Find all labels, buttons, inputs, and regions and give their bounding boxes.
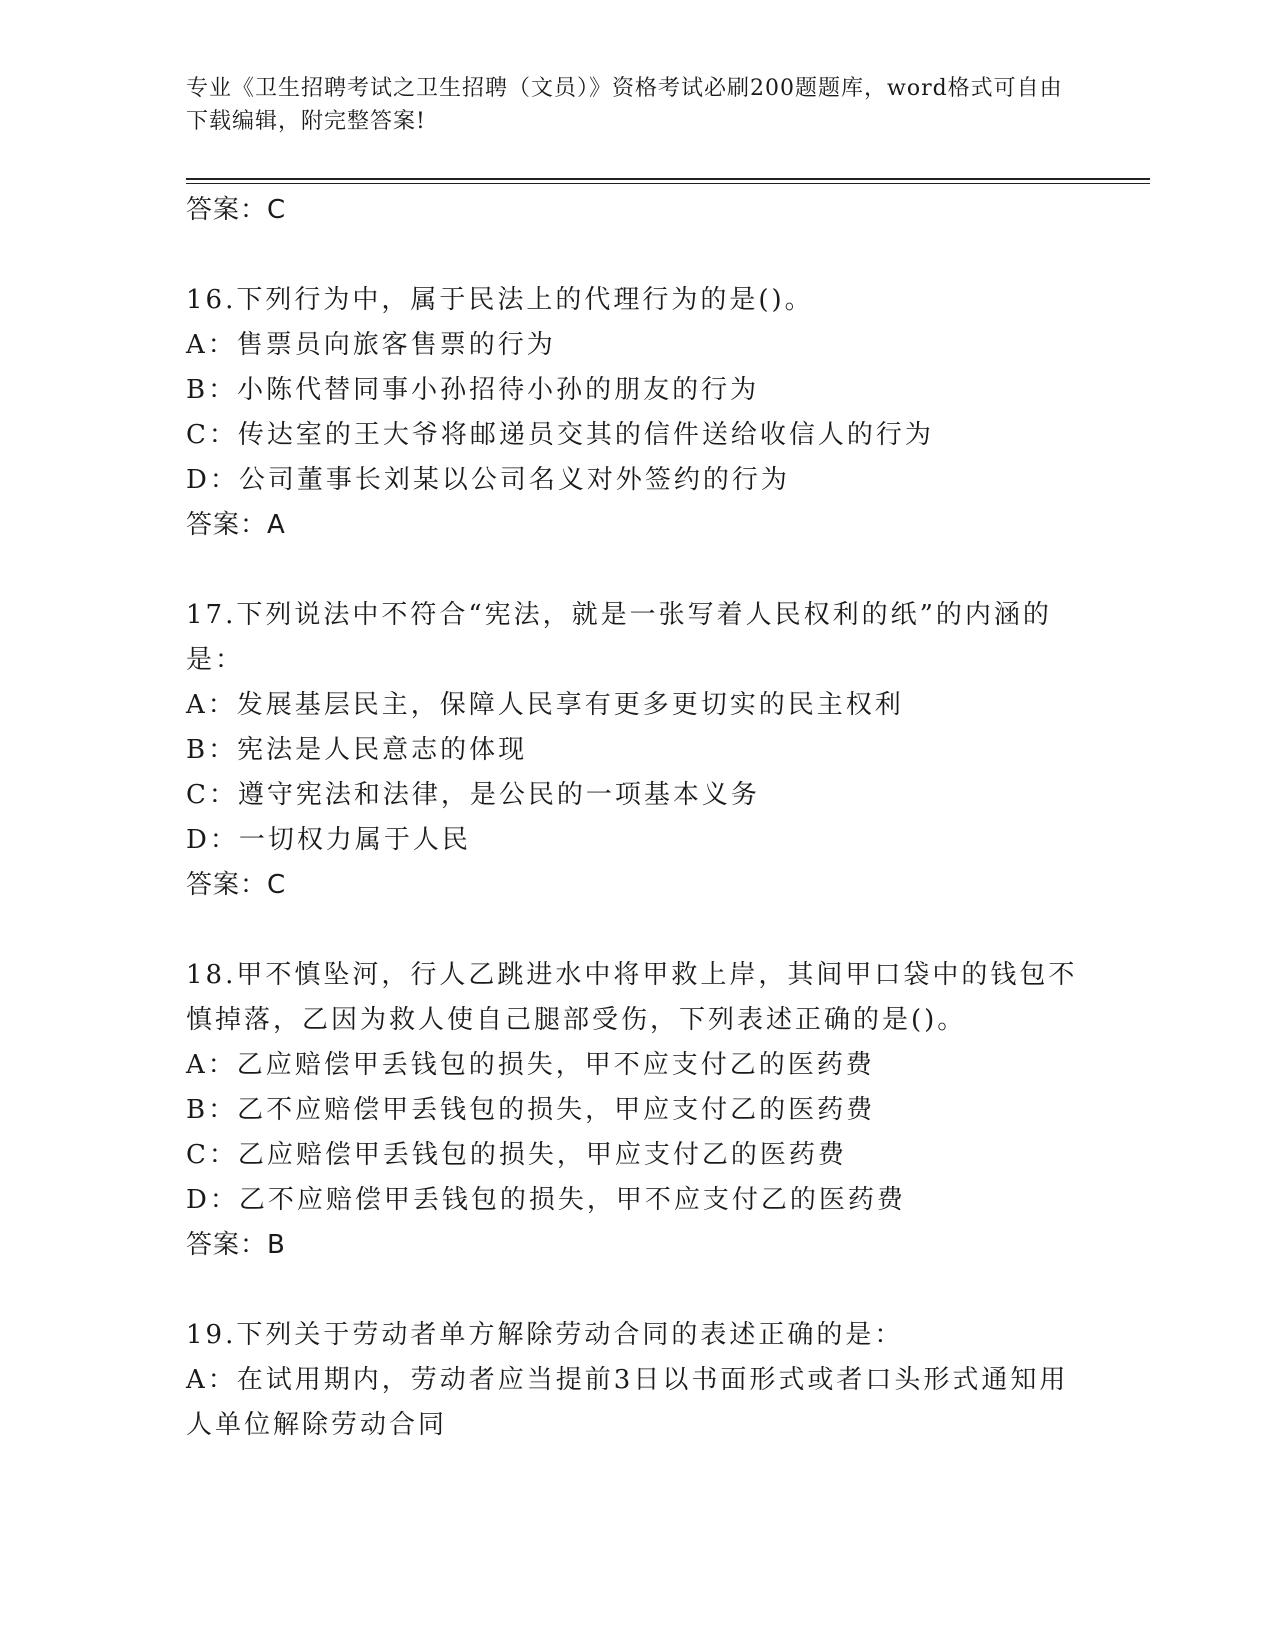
answer-line: 答案：A [186,510,286,540]
answer-line: 答案：B [186,1230,286,1260]
question-stem: 18.甲不慎坠河，行人乙跳进水中将甲救上岸，其间甲口袋中的钱包不慎掉落，乙因为救人使自己腿部受伤，下列表述正确的是()。 [186,960,1078,1035]
option-a: A：乙应赔偿甲丢钱包的损失，甲不应支付乙的医药费 [186,1050,875,1080]
option-a: A：售票员向旅客售票的行为 [186,330,556,360]
option-b: B：小陈代替同事小孙招待小孙的朋友的行为 [186,375,760,405]
question-stem: 17.下列说法中不符合“宪法，就是一张写着人民权利的纸”的内涵的是： [186,600,1052,675]
document-header-title: 专业《卫生招聘考试之卫生招聘（文员）》资格考试必刷200题题库，word格式可自由下载编辑，附完整答案! [186,76,1063,134]
question-stem: 16.下列行为中，属于民法上的代理行为的是()。 [186,285,814,315]
option-c: C：乙应赔偿甲丢钱包的损失，甲应支付乙的医药费 [186,1140,847,1170]
option-c: C：传达室的王大爷将邮递员交其的信件送给收信人的行为 [186,420,934,450]
option-a: A：在试用期内，劳动者应当提前3日以书面形式或者口头形式通知用人单位解除劳动合同 [186,1365,1069,1440]
question-17 [186,593,1086,908]
option-c: C：遵守宪法和法律，是公民的一项基本义务 [186,780,760,810]
question-18 [186,953,1086,1268]
answer-line: 答案：C [186,195,287,225]
option-b: B：乙不应赔偿甲丢钱包的损失，甲应支付乙的医药费 [186,1095,876,1125]
header-divider-thick [186,178,1150,180]
option-a: A：发展基层民主，保障人民享有更多更切实的民主权利 [186,690,904,720]
question-19 [186,1313,1086,1448]
option-d: D：乙不应赔偿甲丢钱包的损失，甲不应支付乙的医药费 [186,1185,906,1215]
question-stem: 19.下列关于劳动者单方解除劳动合同的表述正确的是： [186,1320,904,1350]
option-b: B：宪法是人民意志的体现 [186,735,528,765]
answer-line: 答案：C [186,870,287,900]
option-d: D：公司董事长刘某以公司名义对外签约的行为 [186,465,790,495]
header-divider-thin [186,183,1150,184]
question-list [186,188,1086,1448]
option-d: D：一切权力属于人民 [186,825,471,855]
question-16 [186,278,1086,548]
